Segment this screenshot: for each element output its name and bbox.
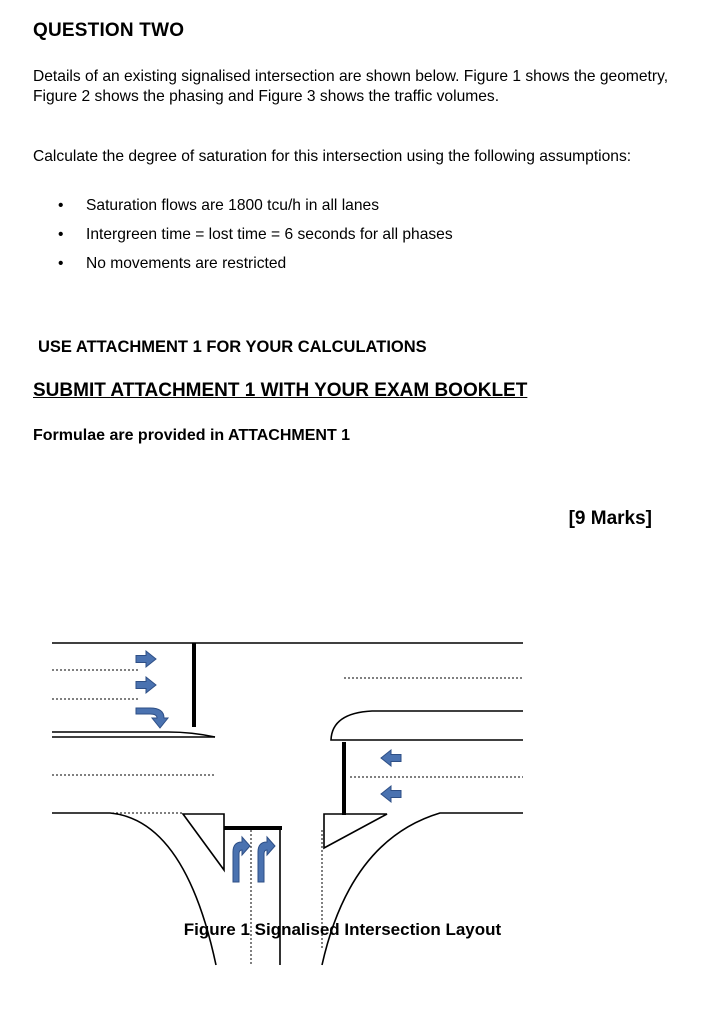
intro-paragraph: Details of an existing signalised intersection are shown below. Figure 1 shows the geometry, Figure 2 shows the phasing and Figure 3 shows the traffic volumes. bbox=[33, 68, 669, 105]
right-turn-arrow-icon bbox=[136, 708, 168, 728]
assumptions-list bbox=[58, 195, 453, 282]
assumption-text: Saturation flows are 1800 tcu/h in all lanes bbox=[86, 197, 379, 214]
right-traffic-island bbox=[324, 814, 387, 848]
through-arrow-icon bbox=[136, 651, 156, 667]
road-edge-bottom-left-curve bbox=[52, 813, 216, 965]
assumption-item bbox=[58, 224, 453, 253]
left-turn-arrow-icon bbox=[233, 837, 250, 882]
assumption-text: Intergreen time = lost time = 6 seconds for all phases bbox=[86, 226, 453, 243]
use-attachment-heading: USE ATTACHMENT 1 FOR YOUR CALCULATIONS bbox=[38, 338, 427, 356]
bullet-icon: • bbox=[58, 197, 64, 214]
assumption-text: No movements are restricted bbox=[86, 255, 287, 272]
through-arrow-icon bbox=[136, 677, 156, 693]
through-arrow-icon bbox=[381, 750, 401, 766]
assumption-item bbox=[58, 253, 453, 282]
formulae-note: Formulae are provided in ATTACHMENT 1 bbox=[33, 427, 351, 444]
assumption-item bbox=[58, 195, 453, 224]
through-arrow-icon bbox=[381, 786, 401, 802]
left-turn-arrow-icon bbox=[258, 837, 275, 882]
submit-attachment-heading: SUBMIT ATTACHMENT 1 WITH YOUR EXAM BOOKLET bbox=[33, 380, 528, 401]
bullet-icon: • bbox=[58, 255, 64, 272]
question-title: QUESTION TWO bbox=[33, 20, 185, 41]
road-edge-bottom-right-curve bbox=[322, 813, 523, 965]
figure-caption: Figure 1 Signalised Intersection Layout bbox=[183, 920, 502, 939]
marks-label: [9 Marks] bbox=[568, 508, 652, 529]
bullet-icon: • bbox=[58, 226, 64, 243]
right-median bbox=[331, 711, 523, 740]
left-traffic-island bbox=[183, 814, 224, 870]
task-paragraph: Calculate the degree of saturation for this intersection using the following assumptions: bbox=[33, 148, 632, 165]
